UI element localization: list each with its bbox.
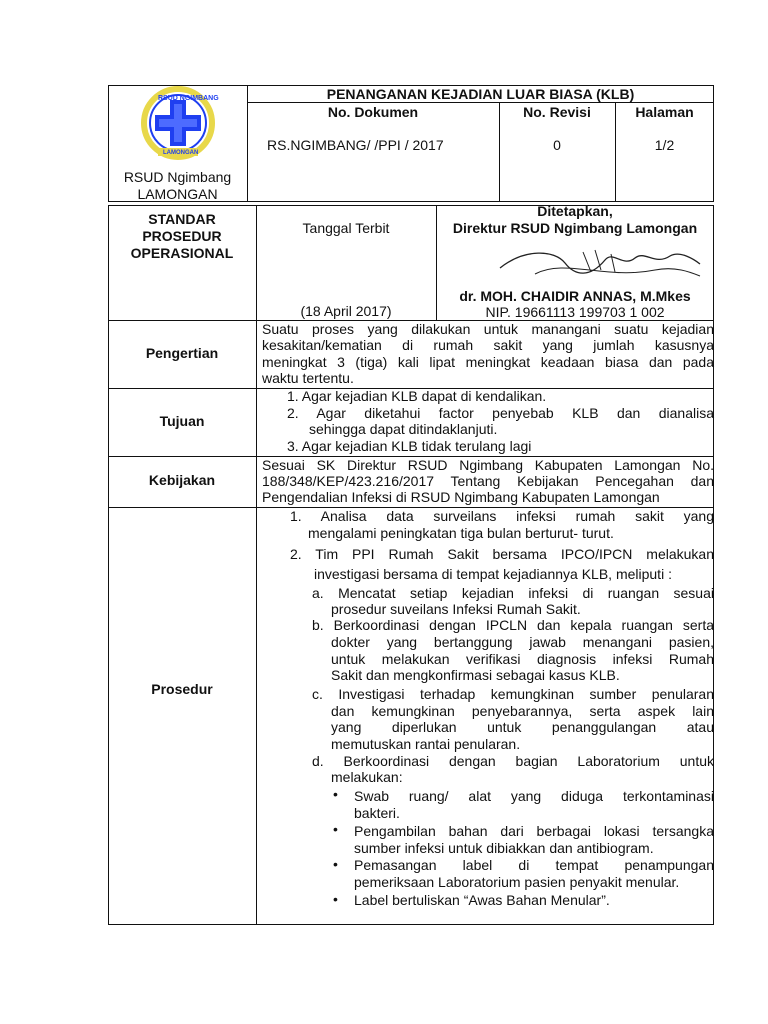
prosedur-line: melakukan:: [331, 769, 403, 785]
hospital-name-line2: LAMONGAN: [137, 186, 218, 202]
tujuan-item: 3. Agar kejadian KLB tidak terulang lagi: [287, 438, 532, 454]
doc-number-label: No. Dokumen: [327, 104, 419, 120]
page-label: Halaman: [635, 104, 694, 120]
director-nip: NIP. 19661113 199703 1 002: [485, 304, 665, 320]
prosedur-line: dokter yang bertanggung jawab menangani pasien,: [331, 634, 714, 650]
bullet-icon: •: [333, 821, 338, 837]
doc-number-value: RS.NGIMBANG/ /PPI / 2017: [267, 137, 444, 153]
hospital-name-line1: RSUD Ngimbang: [123, 169, 232, 185]
prosedur-line: 1. Analisa data surveilans infeksi rumah sakit yang: [290, 508, 714, 524]
pengertian-line: meningkat 3 (tiga) kali lipat meningkat keadaan biasa dan pada: [262, 354, 714, 370]
kebijakan-label: Kebijakan: [148, 472, 216, 488]
prosedur-line: yang diperlukan untuk penanggulangan atau: [331, 719, 714, 735]
prosedur-line: Swab ruang/ alat yang diduga terkontaminasi: [354, 788, 714, 804]
kebijakan-line: Sesuai SK Direktur RSUD Ngimbang Kabupaten Lamongan No.: [262, 457, 714, 473]
pengertian-label: Pengertian: [145, 345, 219, 361]
issue-date-label: Tanggal Terbit: [302, 220, 390, 236]
prosedur-line: untuk melakukan verifikasi diagnosis infeksi Rumah: [331, 651, 714, 667]
prosedur-line: investigasi bersama di tempat kejadiannya KLB, meliputi :: [314, 566, 672, 582]
pengertian-line: kesakitan/kematian di rumah sakit yang jumlah kasusnya: [262, 337, 714, 353]
logo-text-top: RSUD NGIMBANG: [158, 95, 219, 102]
tujuan-item: sehingga dapat ditindaklanjuti.: [309, 421, 498, 437]
prosedur-line: sumber infeksi untuk dibiakkan dan antibiogram.: [354, 840, 654, 856]
sop-label-line1: STANDAR: [148, 211, 216, 227]
hospital-name: [108, 169, 247, 203]
prosedur-line: dan kemungkinan penyebarannya, serta aspek lain: [331, 703, 714, 719]
kebijakan-line: Pengendalian Infeksi di RSUD Ngimbang Kabupaten Lamongan: [262, 489, 660, 505]
prosedur-line: memutuskan rantai penularan.: [331, 736, 521, 752]
bullet-icon: •: [333, 786, 338, 802]
prosedur-line: Sakit dan mengkonfirmasi sebagai kasus KLB.: [331, 667, 620, 683]
tujuan-item: 1. Agar kejadian KLB dapat di kendalikan.: [287, 388, 547, 404]
signature: [495, 238, 705, 288]
prosedur-line: Pemasangan label di tempat penampungan: [354, 857, 714, 873]
sop-label: [108, 211, 256, 262]
prosedur-line: 2. Tim PPI Rumah Sakit bersama IPCO/IPCN melakukan: [290, 546, 714, 562]
logo-text-bottom: LAMONGAN: [163, 150, 199, 156]
pengertian-line: waktu tertentu.: [262, 370, 354, 386]
director-title: Direktur RSUD Ngimbang Lamongan: [452, 220, 698, 236]
prosedur-line: mengalami peningkatan tiga bulan berturut- turut.: [308, 525, 614, 541]
tujuan-label: Tujuan: [159, 413, 205, 429]
issue-date-value: (18 April 2017): [300, 303, 392, 319]
sop-label-line3: OPERASIONAL: [130, 245, 234, 261]
prosedur-line: b. Berkoordinasi dengan IPCLN dan kepala ruangan serta: [312, 617, 714, 633]
prosedur-line: prosedur suveilans Infeksi Rumah Sakit.: [331, 601, 581, 617]
revision-label: No. Revisi: [523, 104, 591, 120]
hospital-logo: [128, 86, 228, 160]
kebijakan-line: 188/348/KEP/423.216/2017 Tentang Kebijakan Pencegahan dan: [262, 473, 714, 489]
prosedur-line: a. Mencatat setiap kejadian infeksi di ruangan sesuai: [312, 585, 714, 601]
prosedur-line: c. Investigasi terhadap kemungkinan sumber penularan: [312, 686, 714, 702]
title-divider: [247, 102, 714, 103]
pengertian-line: Suatu proses yang dilakukan untuk manangani suatu kejadian: [262, 321, 714, 337]
page-value: 1/2: [654, 137, 675, 153]
prosedur-label: Prosedur: [151, 681, 213, 697]
director-name: dr. MOH. CHAIDIR ANNAS, M.Mkes: [459, 288, 691, 304]
prosedur-line: Pengambilan bahan dari berbagai lokasi tersangka: [354, 823, 714, 839]
document-title: PENANGANAN KEJADIAN LUAR BIASA (KLB): [326, 86, 635, 102]
established-label: Ditetapkan,: [537, 203, 613, 219]
prosedur-line: pemeriksaan Laboratorium pasien penyakit menular.: [354, 874, 680, 890]
prosedur-line: bakteri.: [354, 805, 400, 821]
prosedur-line: d. Berkoordinasi dengan bagian Laboratorium untuk: [312, 753, 714, 769]
sop-label-line2: PROSEDUR: [142, 228, 222, 244]
prosedur-line: Label bertuliskan “Awas Bahan Menular”.: [354, 892, 610, 908]
bullet-icon: •: [333, 856, 338, 872]
revision-value: 0: [553, 137, 561, 153]
tujuan-item: 2. Agar diketahui factor penyebab KLB dan dianalisa: [287, 405, 714, 421]
bullet-icon: •: [333, 891, 338, 907]
